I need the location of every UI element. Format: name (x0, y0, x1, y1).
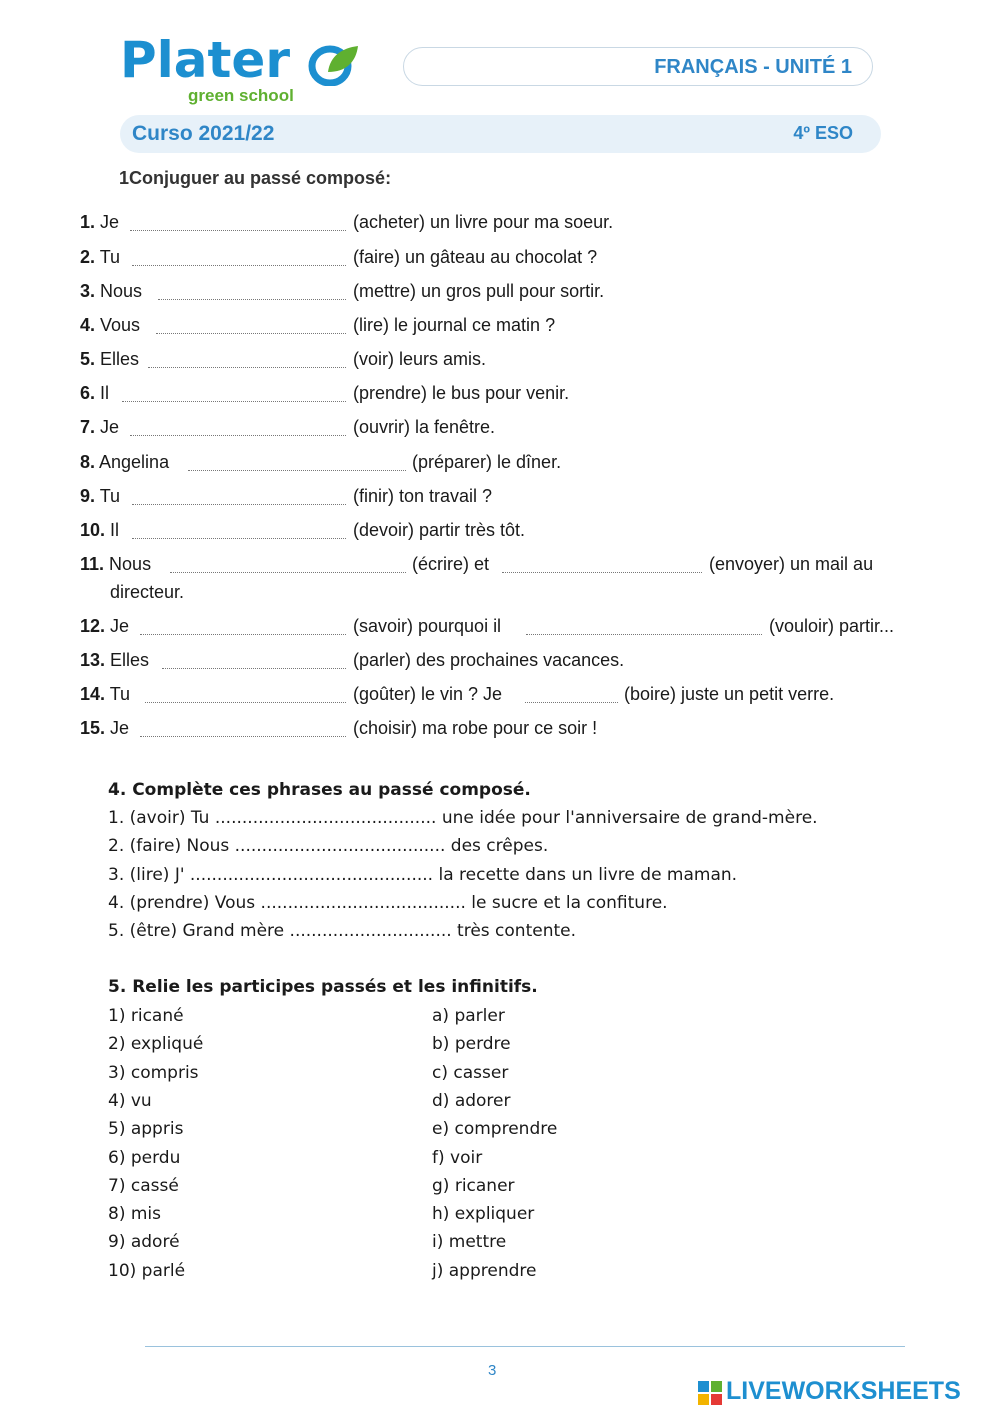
item-number: 7. (80, 417, 96, 437)
item-continuation: directeur. (110, 582, 185, 602)
logo-subtitle: green school (188, 86, 294, 105)
participle-item[interactable]: 6) perdu (108, 1147, 181, 1168)
exercise4-item: 1. (avoir) Tu ......................................... une idée pour l'anniversaire de grand-mère. (108, 808, 818, 828)
item-number: 6. (80, 383, 96, 403)
item-number: 5. (80, 349, 96, 369)
item-number: 10. (80, 520, 106, 540)
infinitive-item[interactable]: f) voir (432, 1147, 483, 1168)
exercise4-item: 3. (lire) J' ............................................. la recette dans un livre de maman. (108, 864, 738, 885)
item-subject: Tu (109, 684, 131, 704)
answer-blank[interactable] (158, 283, 346, 300)
exercise1-item-9 (80, 484, 120, 508)
item-subject: Tu (95, 247, 121, 267)
participle-item[interactable]: 2) expliqué (108, 1034, 204, 1055)
answer-blank[interactable] (170, 556, 406, 573)
item-verb: (écrire) et (412, 554, 490, 574)
logo-name: Plater (120, 31, 290, 89)
item-rest: (vouloir) partir... (769, 616, 895, 636)
exercise1-item-15 (80, 716, 129, 740)
exercise5-title-text: 5. Relie les participes passés et les infinitifs. (108, 977, 538, 997)
item-subject: Angelina (95, 452, 170, 472)
subject-box (403, 47, 873, 86)
item-subject: Je (95, 417, 120, 437)
infinitive-item[interactable]: j) apprendre (432, 1260, 537, 1281)
exercise1-item-8 (80, 450, 169, 474)
item-subject: Il (95, 383, 110, 403)
item-subject: Vous (95, 315, 141, 335)
liveworksheets-logo-icon (698, 1381, 722, 1405)
answer-blank[interactable] (130, 419, 346, 436)
participle-item[interactable]: 4) vu (108, 1090, 152, 1111)
answer-blank[interactable] (132, 249, 346, 266)
exercise1-item-5 (80, 347, 139, 371)
page-number: 3 (488, 1362, 497, 1379)
exercise1-item-6 (80, 381, 109, 405)
item-number: 1. (80, 212, 96, 232)
item-subject: Je (110, 616, 130, 636)
item-rest: (devoir) partir très tôt. (353, 520, 526, 540)
item-rest: (envoyer) un mail au (709, 554, 874, 574)
exercise1-item-4 (80, 313, 140, 337)
item-subject: Je (110, 718, 130, 738)
item-rest: (mettre) un gros pull pour sortir. (353, 281, 605, 301)
exercise4-item: 4. (prendre) Vous ...................................... le sucre et la confiture. (108, 892, 668, 913)
participle-item[interactable]: 7) cassé (108, 1175, 179, 1196)
infinitive-item[interactable]: e) comprendre (432, 1119, 558, 1140)
answer-blank[interactable] (140, 618, 346, 635)
answer-blank[interactable] (162, 652, 346, 669)
answer-blank[interactable] (525, 686, 618, 703)
exercise4-title-text: 4. Complète ces phrases au passé composé. (108, 780, 531, 800)
item-number: 13. (80, 650, 106, 670)
item-verb: (savoir) pourquoi il (353, 616, 502, 636)
exercise1-item-7 (80, 415, 119, 439)
item-number: 12. (80, 616, 106, 636)
item-rest: (choisir) ma robe pour ce soir ! (353, 718, 598, 738)
item-number: 15. (80, 718, 106, 738)
infinitive-item[interactable]: i) mettre (432, 1232, 507, 1253)
exercise1-item-10 (80, 518, 119, 542)
answer-blank[interactable] (132, 488, 346, 505)
answer-blank[interactable] (122, 385, 346, 402)
exercise1-title: 1Conjuguer au passé composé: (119, 168, 392, 188)
participle-item[interactable]: 3) compris (108, 1062, 199, 1083)
item-rest: (voir) leurs amis. (353, 349, 487, 369)
exercise4-item: 2. (faire) Nous ....................................... des crêpes. (108, 836, 549, 857)
infinitive-item[interactable]: c) casser (432, 1062, 509, 1083)
leaf-icon (308, 42, 360, 86)
exercise4-item: 5. (être) Grand mère .............................. très contente. (108, 921, 577, 942)
item-number: 8. (80, 452, 96, 472)
course-level: 4º ESO (793, 123, 853, 143)
item-subject: Nous (95, 281, 143, 301)
exercise4-title (108, 779, 531, 801)
item-rest: (parler) des prochaines vacances. (353, 650, 625, 670)
item-number: 14. (80, 684, 106, 704)
participle-item[interactable]: 8) mis (108, 1204, 161, 1225)
liveworksheets-text: LIVEWORKSHEETS (726, 1377, 961, 1405)
item-number: 4. (80, 315, 96, 335)
exercise1-item-1 (80, 210, 119, 234)
infinitive-item[interactable]: h) expliquer (432, 1204, 535, 1225)
participle-item[interactable]: 5) appris (108, 1119, 184, 1140)
item-rest: (ouvrir) la fenêtre. (353, 417, 496, 437)
answer-blank[interactable] (156, 317, 346, 334)
item-number: 11. (80, 554, 105, 574)
exercise1-item-11 (80, 552, 151, 576)
item-number: 2. (80, 247, 96, 267)
infinitive-item[interactable]: b) perdre (432, 1034, 511, 1055)
exercise1-item-12 (80, 614, 129, 638)
exercise1-item-13 (80, 648, 149, 672)
participle-item[interactable]: 9) adoré (108, 1232, 180, 1253)
course-bar (120, 115, 881, 153)
item-rest: (acheter) un livre pour ma soeur. (353, 212, 614, 232)
participle-item[interactable]: 10) parlé (108, 1260, 186, 1281)
item-rest: (finir) ton travail ? (353, 486, 493, 506)
item-subject: Elles (95, 349, 140, 369)
answer-blank[interactable] (526, 618, 762, 635)
item-subject: Elles (110, 650, 150, 670)
answer-blank[interactable] (140, 720, 346, 737)
item-rest: (préparer) le dîner. (412, 452, 562, 472)
item-number: 3. (80, 281, 96, 301)
answer-blank[interactable] (502, 556, 702, 573)
answer-blank[interactable] (148, 351, 346, 368)
exercise1-item-2 (80, 245, 120, 269)
exercise5-title (108, 976, 538, 998)
item-rest: (boire) juste un petit verre. (624, 684, 835, 704)
exercise1-item-3 (80, 279, 142, 303)
participle-item[interactable]: 1) ricané (108, 1006, 184, 1026)
item-rest: (lire) le journal ce matin ? (353, 315, 556, 335)
item-subject: Tu (95, 486, 121, 506)
item-subject: Il (105, 520, 120, 540)
footer-divider (145, 1346, 905, 1347)
infinitive-item[interactable]: d) adorer (432, 1090, 511, 1111)
item-subject: Nous (109, 554, 152, 574)
answer-blank[interactable] (132, 522, 346, 539)
answer-blank[interactable] (188, 454, 406, 471)
item-number: 9. (80, 486, 96, 506)
answer-blank[interactable] (145, 686, 346, 703)
infinitive-item[interactable]: g) ricaner (432, 1175, 515, 1196)
infinitive-item[interactable]: a) parler (432, 1006, 505, 1026)
school-logo (120, 31, 370, 108)
liveworksheets-brand[interactable] (698, 1377, 998, 1409)
exercise1-item-14 (80, 682, 130, 706)
item-rest: (prendre) le bus pour venir. (353, 383, 570, 403)
course-year: Curso 2021/22 (132, 122, 275, 145)
item-verb: (goûter) le vin ? Je (353, 684, 503, 704)
item-subject: Je (95, 212, 120, 232)
answer-blank[interactable] (130, 214, 346, 231)
subject-title: FRANÇAIS - UNITÉ 1 (654, 56, 852, 78)
item-rest: (faire) un gâteau au chocolat ? (353, 247, 598, 267)
